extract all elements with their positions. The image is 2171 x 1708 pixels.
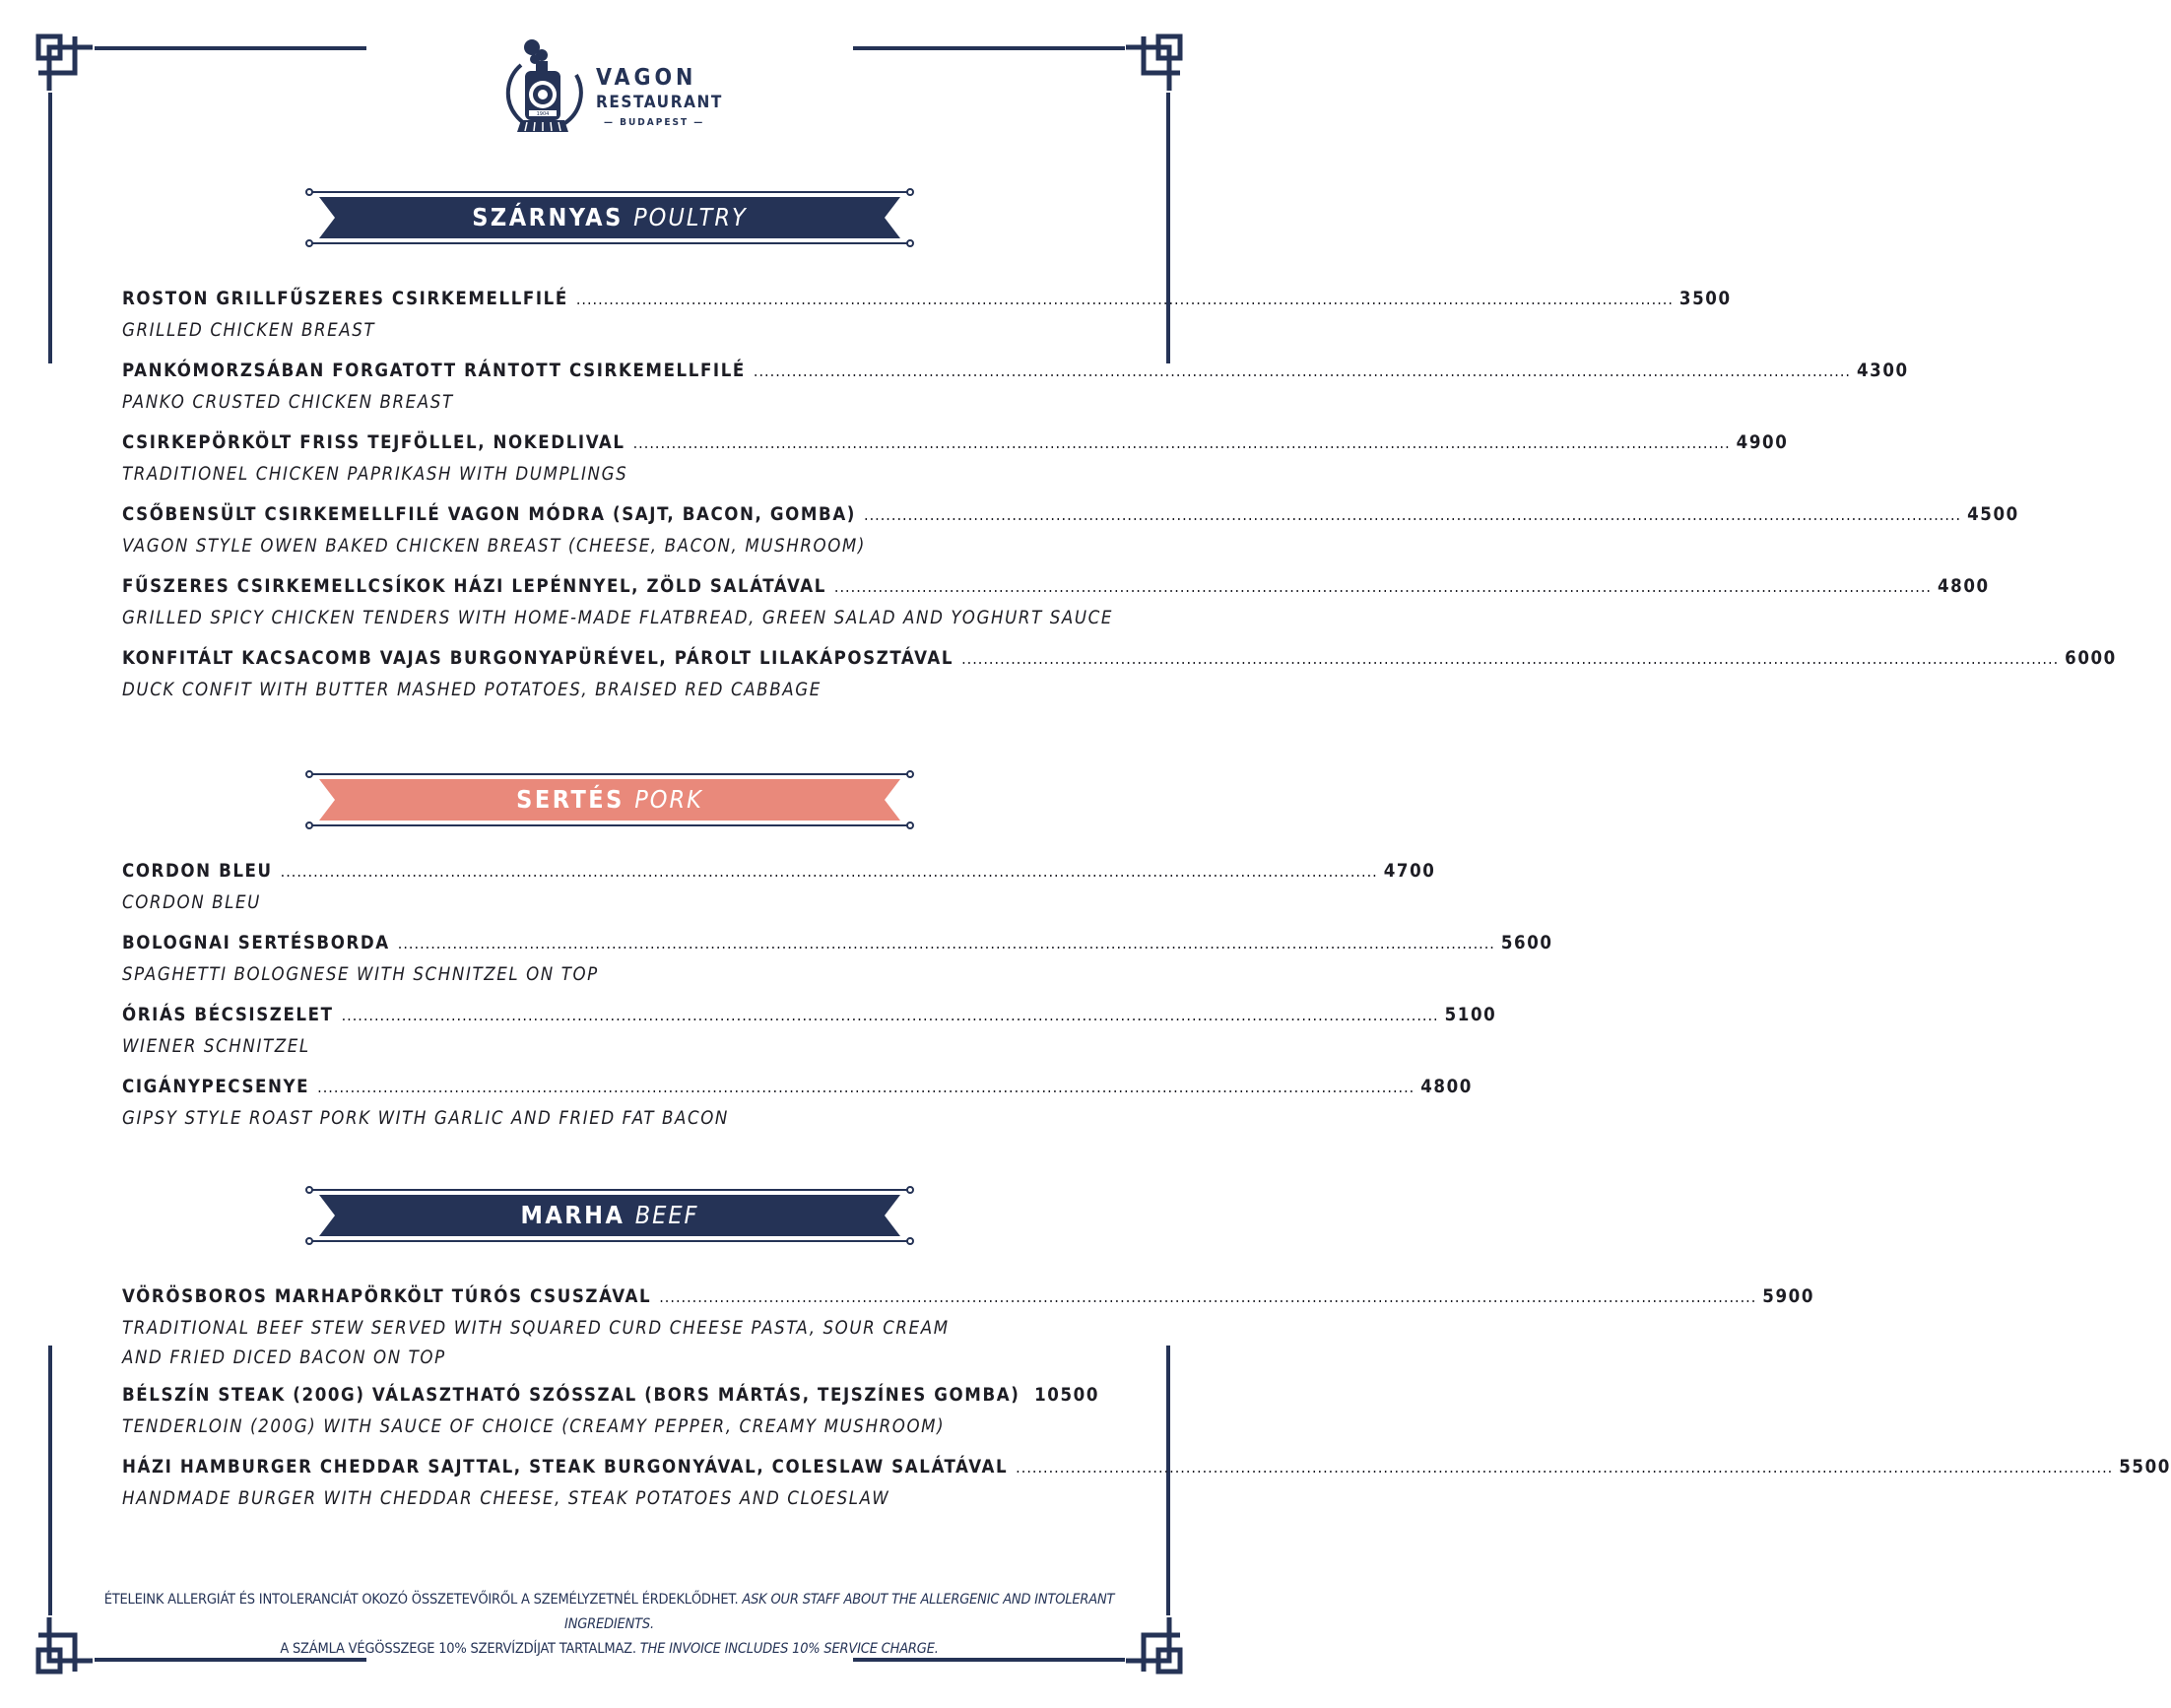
frame-line-left-lower xyxy=(48,1346,52,1615)
dot-leader: ........................................................................................................................................................................................................ xyxy=(575,290,1674,308)
corner-ornament-top-right xyxy=(1124,33,1183,93)
dish-price: 4800 xyxy=(1420,1077,1473,1097)
dot-leader: ........................................................................................................................................................................................................ xyxy=(961,649,2060,668)
dish-price: 4900 xyxy=(1736,432,1789,453)
dish-price: 3500 xyxy=(1678,289,1732,309)
restaurant-logo xyxy=(497,37,734,146)
dish-name-hu: PANKÓMORZSÁBAN FORGATOTT RÁNTOTT CSIRKEMELLFILÉ xyxy=(122,361,746,381)
dish-price: 5900 xyxy=(1762,1286,1815,1307)
dot-leader xyxy=(1027,1386,1028,1405)
allergen-notice xyxy=(59,1588,1159,1637)
section-title xyxy=(305,201,914,234)
allergen-notice-en: ASK OUR STAFF ABOUT THE ALLERGENIC AND INTOLERANT INGREDIENTS. xyxy=(564,1592,1115,1632)
dish-name-en: HANDMADE BURGER WITH CHEDDAR CHEESE, STEAK POTATOES AND CLOESLAW xyxy=(122,1488,890,1509)
menu-item xyxy=(122,432,1789,504)
menu-item xyxy=(122,1385,1099,1457)
frame-line-top-left xyxy=(95,46,366,50)
dish-price: 4500 xyxy=(1967,504,2019,525)
locomotive-icon xyxy=(497,37,592,146)
dish-name-hu: CIGÁNYPECSENYE xyxy=(122,1077,310,1097)
logo-subtitle: RESTAURANT xyxy=(596,93,723,112)
dish-price: 10500 xyxy=(1034,1385,1099,1406)
dish-name-en: TENDERLOIN (200G) WITH SAUCE OF CHOICE (CREAMY PEPPER, CREAMY MUSHROOM) xyxy=(122,1416,946,1437)
service-charge-notice xyxy=(59,1637,1159,1662)
dish-name-en: TRADITIONEL CHICKEN PAPRIKASH WITH DUMPLINGS xyxy=(122,464,628,485)
section-title xyxy=(305,1199,914,1232)
dish-price: 4300 xyxy=(1856,361,1909,381)
dot-leader: ........................................................................................................................................................................................................ xyxy=(397,934,1495,953)
dish-price: 5600 xyxy=(1500,933,1553,953)
dish-name-en: GRILLED SPICY CHICKEN TENDERS WITH HOME-MADE FLATBREAD, GREEN SALAD AND YOGHURT SAUCE xyxy=(122,608,1113,628)
dish-name-hu: BÉLSZÍN STEAK (200G) VÁLASZTHATÓ SZÓSSZAL (BORS MÁRTÁS, TEJSZÍNES GOMBA) xyxy=(122,1385,1020,1406)
menu-item xyxy=(122,504,2019,576)
menu-item xyxy=(122,933,1553,1005)
dish-name-en: SPAGHETTI BOLOGNESE WITH SCHNITZEL ON TOP xyxy=(122,964,599,985)
dish-name-en: VAGON STYLE OWEN BAKED CHICKEN BREAST (CHEESE, BACON, MUSHROOM) xyxy=(122,536,866,557)
dish-name-hu: KONFITÁLT KACSACOMB VAJAS BURGONYAPÜRÉVEL, PÁROLT LILAKÁPOSZTÁVAL xyxy=(122,648,954,669)
logo-badge-year: 1904 xyxy=(536,111,550,117)
dish-name-en: WIENER SCHNITZEL xyxy=(122,1036,310,1057)
section-banner-poultry xyxy=(305,189,914,246)
menu-section-pork xyxy=(122,861,1553,1149)
menu-item xyxy=(122,648,2117,720)
menu-item xyxy=(122,289,1732,361)
dish-price: 4700 xyxy=(1383,861,1436,882)
dish-name-hu: CSŐBENSÜLT CSIRKEMELLFILÉ VAGON MÓDRA (SAJT, BACON, GOMBA) xyxy=(122,504,857,525)
frame-line-left-upper xyxy=(48,93,52,363)
dot-leader: ........................................................................................................................................................................................................ xyxy=(341,1006,1439,1024)
dot-leader: ........................................................................................................................................................................................................ xyxy=(317,1078,1415,1096)
dish-name-en-continued: AND FRIED DICED BACON ON TOP xyxy=(122,1347,446,1368)
dish-name-en: CORDON BLEU xyxy=(122,892,261,913)
section-title-en: PORK xyxy=(634,785,703,814)
dish-name-hu: ÓRIÁS BÉCSISZELET xyxy=(122,1005,334,1025)
section-title xyxy=(305,783,914,817)
menu-section-poultry xyxy=(122,289,2117,720)
logo-name: VAGON xyxy=(596,65,697,91)
footer-notice xyxy=(59,1588,1159,1662)
dot-leader: ........................................................................................................................................................................................................ xyxy=(632,433,1731,452)
section-title-hu: SZÁRNYAS xyxy=(472,203,624,231)
dot-leader: ........................................................................................................................................................................................................ xyxy=(1016,1458,2114,1477)
dish-name-hu: BOLOGNAI SERTÉSBORDA xyxy=(122,933,390,953)
dot-leader: ........................................................................................................................................................................................................ xyxy=(864,505,1962,524)
menu-item xyxy=(122,576,1990,648)
dish-name-hu: VÖRÖSBOROS MARHAPÖRKÖLT TÚRÓS CSUSZÁVAL xyxy=(122,1286,652,1307)
section-banner-beef xyxy=(305,1187,914,1244)
dish-name-en: TRADITIONAL BEEF STEW SERVED WITH SQUARED CURD CHEESE PASTA, SOUR CREAM xyxy=(122,1318,950,1339)
dot-leader: ........................................................................................................................................................................................................ xyxy=(659,1287,1757,1306)
section-title-en: POULTRY xyxy=(633,203,748,231)
dot-leader: ........................................................................................................................................................................................................ xyxy=(753,361,1851,380)
dish-name-en: DUCK CONFIT WITH BUTTER MASHED POTATOES, BRAISED RED CABBAGE xyxy=(122,680,822,700)
section-banner-pork xyxy=(305,771,914,828)
menu-section-beef xyxy=(122,1286,2171,1529)
menu-item xyxy=(122,1077,1473,1149)
corner-ornament-top-left xyxy=(35,33,95,93)
frame-line-top-right xyxy=(853,46,1125,50)
dish-name-hu: CORDON BLEU xyxy=(122,861,273,882)
dish-price: 6000 xyxy=(2065,648,2117,669)
dish-name-hu: CSIRKEPÖRKÖLT FRISS TEJFÖLLEL, NOKEDLIVAL xyxy=(122,432,625,453)
menu-item xyxy=(122,361,1909,432)
dish-price: 5500 xyxy=(2119,1457,2171,1478)
dish-name-en: GRILLED CHICKEN BREAST xyxy=(122,320,376,341)
dish-name-hu: HÁZI HAMBURGER CHEDDAR SAJTTAL, STEAK BURGONYÁVAL, COLESLAW SALÁTÁVAL xyxy=(122,1457,1009,1478)
section-title-hu: SERTÉS xyxy=(516,785,625,814)
menu-item xyxy=(122,1005,1497,1077)
section-title-en: BEEF xyxy=(634,1201,699,1229)
logo-city: — BUDAPEST — xyxy=(604,117,705,128)
menu-item xyxy=(122,1286,1815,1385)
dish-name-hu: FŰSZERES CSIRKEMELLCSÍKOK HÁZI LEPÉNNYEL, ZÖLD SALÁTÁVAL xyxy=(122,576,826,597)
service-charge-notice-en: THE INVOICE INCLUDES 10% SERVICE CHARGE. xyxy=(639,1641,939,1657)
frame-line-right-lower xyxy=(1166,1346,1170,1615)
allergen-notice-hu: ÉTELEINK ALLERGIÁT ÉS INTOLERANCIÁT OKOZÓ ÖSSZETEVŐIRŐL A SZEMÉLYZETNÉL ÉRDEKLŐDHET. xyxy=(103,1592,739,1608)
dot-leader: ........................................................................................................................................................................................................ xyxy=(833,577,1932,596)
dish-price: 5100 xyxy=(1444,1005,1497,1025)
dish-name-en: GIPSY STYLE ROAST PORK WITH GARLIC AND FRIED FAT BACON xyxy=(122,1108,729,1129)
dot-leader: ........................................................................................................................................................................................................ xyxy=(280,862,1378,881)
service-charge-notice-hu: A SZÁMLA VÉGÖSSZEGE 10% SZERVÍZDÍJAT TARTALMAZ. xyxy=(280,1641,636,1657)
dish-name-en: PANKO CRUSTED CHICKEN BREAST xyxy=(122,392,454,413)
dish-price: 4800 xyxy=(1937,576,1990,597)
menu-item xyxy=(122,861,1436,933)
dish-name-hu: ROSTON GRILLFŰSZERES CSIRKEMELLFILÉ xyxy=(122,289,568,309)
section-title-hu: MARHA xyxy=(520,1201,625,1229)
menu-item xyxy=(122,1457,2171,1529)
frame-line-right-upper xyxy=(1166,93,1170,363)
